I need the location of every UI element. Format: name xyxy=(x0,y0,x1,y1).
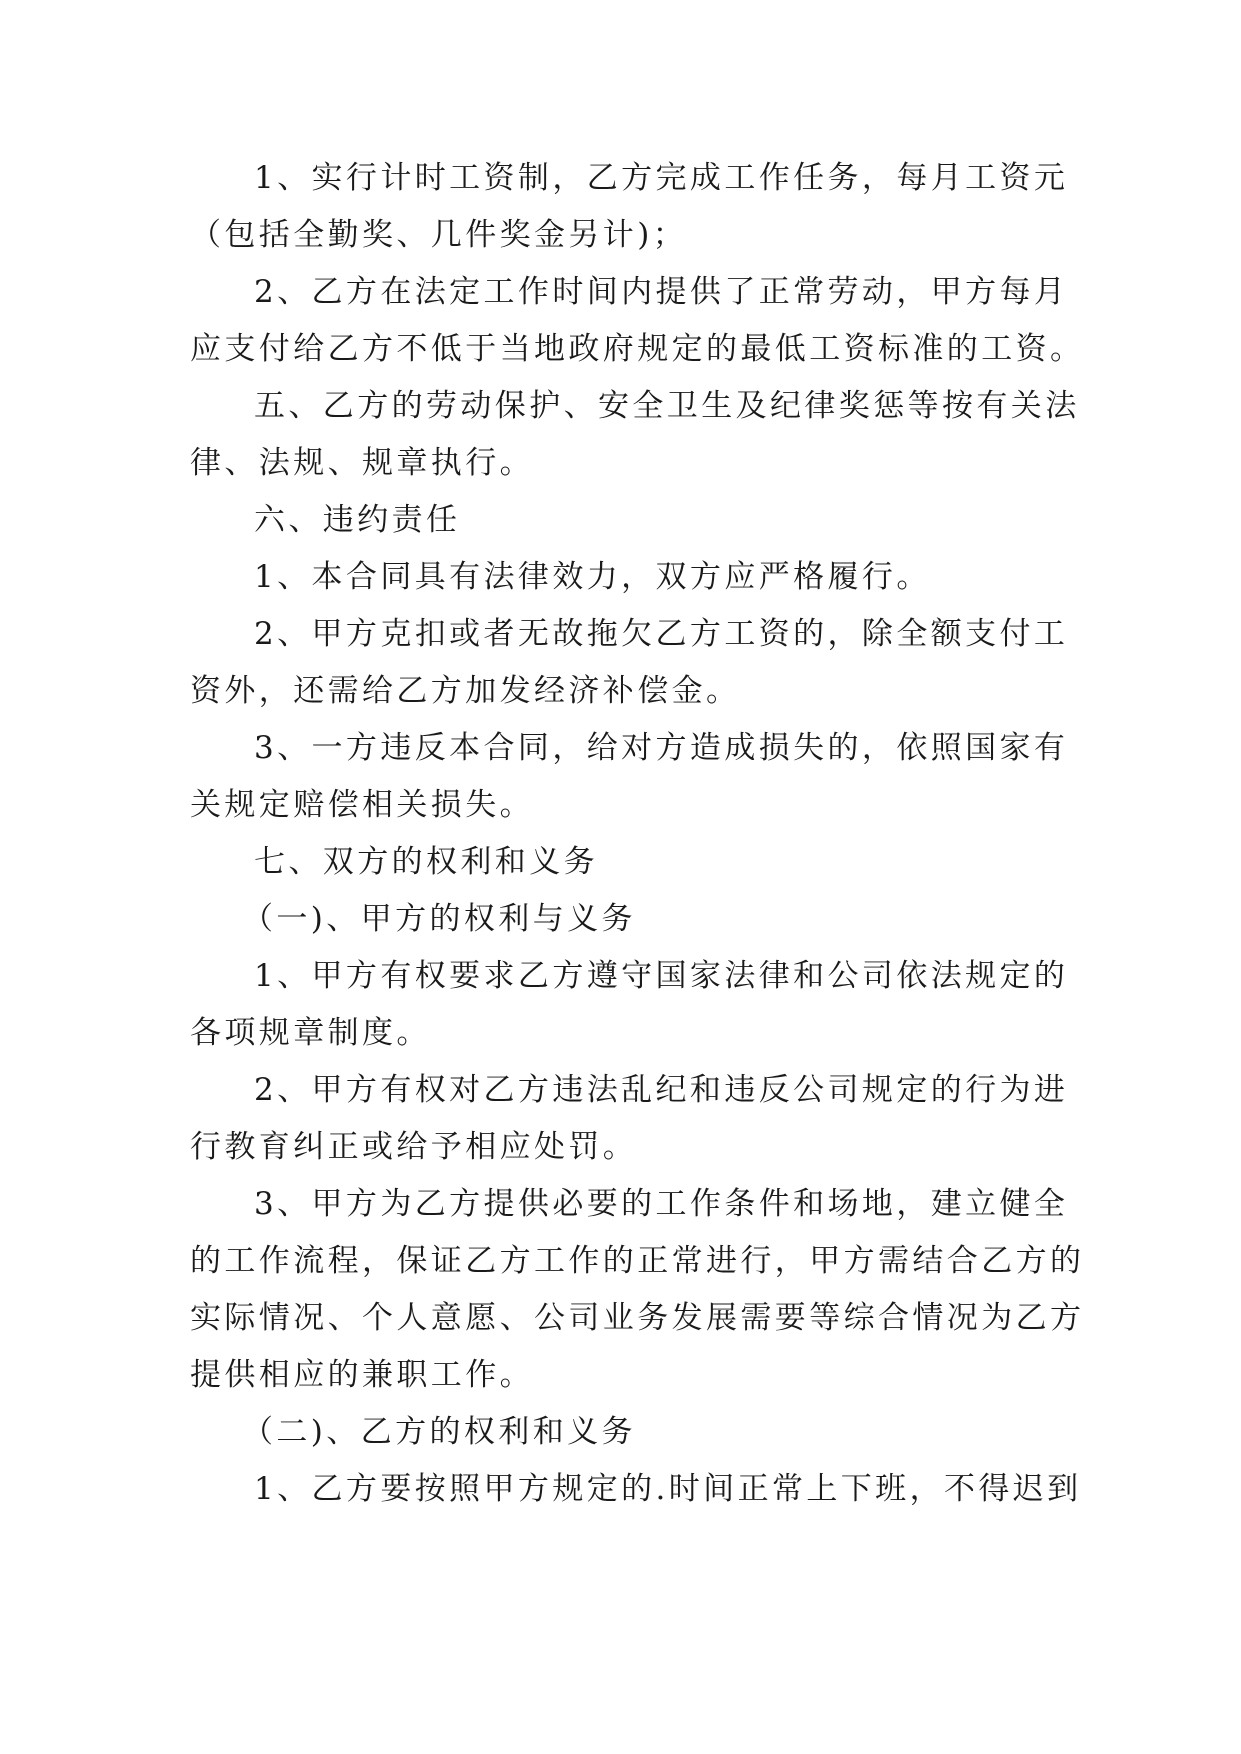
text-line: 1、实行计时工资制，乙方完成工作任务，每月工资元 xyxy=(254,160,1069,196)
document-body xyxy=(190,150,1085,1518)
subsection-heading: （二)、乙方的权利和义务 xyxy=(242,1414,636,1450)
text-line: 提供相应的兼职工作。 xyxy=(190,1357,534,1393)
text-line: 2、甲方有权对乙方违法乱纪和违反公司规定的行为进 xyxy=(254,1072,1069,1108)
text-line: 律、法规、规章执行。 xyxy=(190,445,534,481)
text-line: 五、乙方的劳动保护、安全卫生及纪律奖惩等按有关法 xyxy=(254,388,1080,424)
section-heading: 七、双方的权利和义务 xyxy=(254,844,598,880)
section-heading: 六、违约责任 xyxy=(254,502,461,538)
text-line: 行教育纠正或给予相应处罚。 xyxy=(190,1129,638,1165)
text-line: 3、一方违反本合同，给对方造成损失的，依照国家有 xyxy=(254,730,1069,766)
text-line: 资外，还需给乙方加发经济补偿金。 xyxy=(190,673,741,709)
text-line: 1、本合同具有法律效力，双方应严格履行。 xyxy=(254,559,931,595)
text-line: 各项规章制度。 xyxy=(190,1015,431,1051)
text-line: （包括全勤奖、几件奖金另计)； xyxy=(190,217,688,253)
text-line: 应支付给乙方不低于当地政府规定的最低工资标准的工资。 xyxy=(190,331,1085,367)
text-line: 3、甲方为乙方提供必要的工作条件和场地，建立健全 xyxy=(254,1186,1069,1222)
text-line: 的工作流程，保证乙方工作的正常进行，甲方需结合乙方的 xyxy=(190,1243,1085,1279)
text-line: 2、甲方克扣或者无故拖欠乙方工资的，除全额支付工 xyxy=(254,616,1069,652)
text-line: 2、乙方在法定工作时间内提供了正常劳动，甲方每月 xyxy=(254,274,1069,310)
subsection-heading: （一)、甲方的权利与义务 xyxy=(242,901,636,937)
text-line: 1、乙方要按照甲方规定的.时间正常上下班，不得迟到 xyxy=(254,1471,1082,1507)
text-line: 1、甲方有权要求乙方遵守国家法律和公司依法规定的 xyxy=(254,958,1069,994)
text-line: 实际情况、个人意愿、公司业务发展需要等综合情况为乙方 xyxy=(190,1300,1085,1336)
text-line: 关规定赔偿相关损失。 xyxy=(190,787,534,823)
